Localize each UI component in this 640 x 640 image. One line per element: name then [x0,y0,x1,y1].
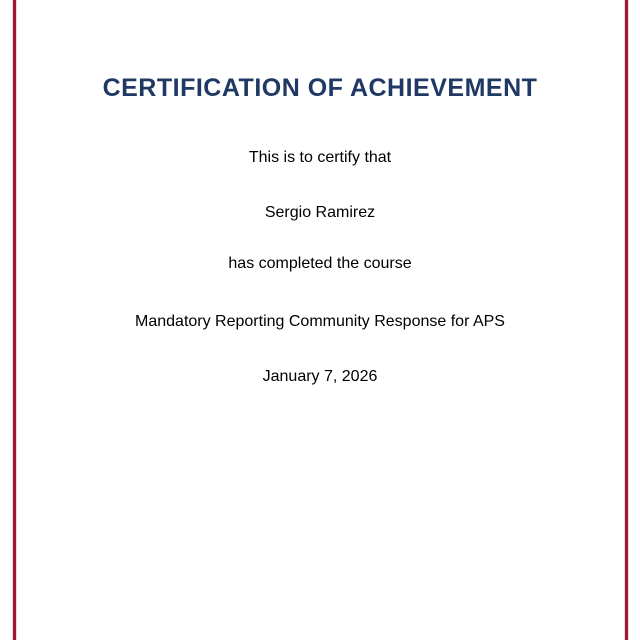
course-name: Mandatory Reporting Community Response for APS [135,313,505,330]
completion-date: January 7, 2026 [262,368,378,385]
certificate-intro-text: This is to certify that [248,149,392,166]
certificate-title: CERTIFICATION OF ACHIEVEMENT [102,74,538,102]
recipient-name: Sergio Ramirez [264,204,376,221]
right-border-line [625,0,628,640]
left-border-line [13,0,16,640]
completion-text: has completed the course [228,255,412,272]
